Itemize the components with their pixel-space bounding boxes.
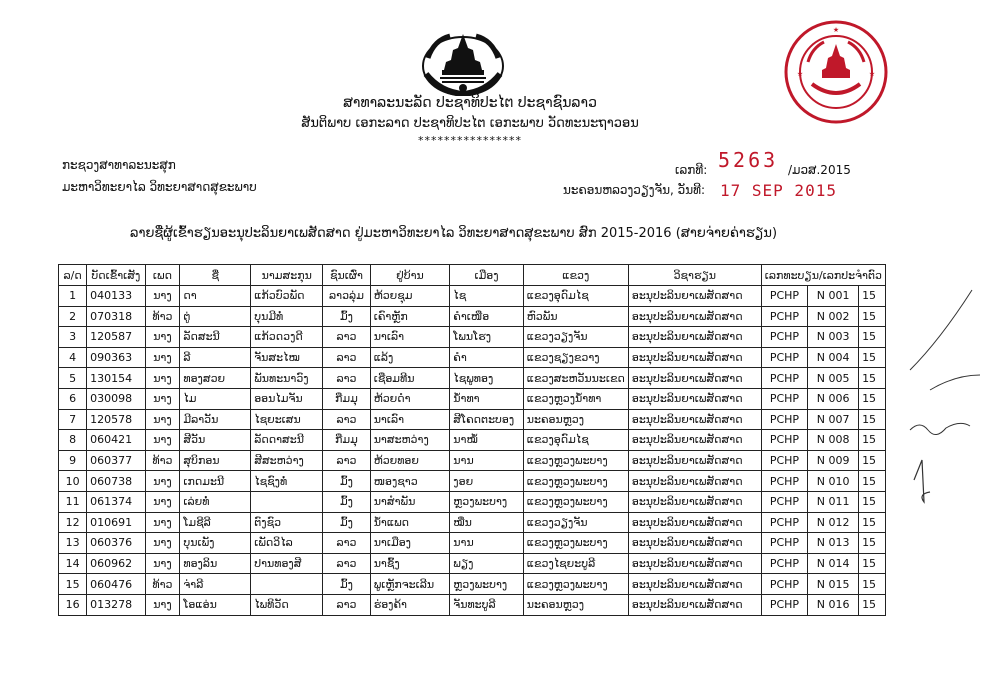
table-cell: ບຸນມີທໍ່ (251, 306, 323, 327)
table-cell: ແຂວງຫຼວງພະບາງ (523, 450, 628, 471)
table-row (59, 409, 886, 430)
table-cell: 060738 (87, 471, 145, 492)
table-cell: N 006 (808, 388, 859, 409)
table-cell: ແຂວງອຸດົມໄຊ (523, 286, 628, 307)
table-row (59, 491, 886, 512)
table-cell: ອະນຸປະລິນຍາເພສັດສາດ (628, 594, 761, 615)
table-cell: ແລ້ງ (370, 347, 450, 368)
table-cell: ອະນຸປະລິນຍາເພສັດສາດ (628, 327, 761, 348)
table-cell: ລາວ (323, 533, 370, 554)
table-cell: 15 (859, 388, 886, 409)
number-label: ເລກທີ: (675, 163, 708, 177)
table-cell (251, 574, 323, 595)
table-cell: ແຂວງຊຽງຂວາງ (523, 347, 628, 368)
col-ethnicity: ຊົນເຜົ່າ (323, 265, 370, 286)
table-cell: ຈ່າລີ (180, 574, 251, 595)
table-cell: 10 (59, 471, 87, 492)
place-date-label: ນະຄອນຫລວງວຽງຈັນ, ວັນທີ: (563, 183, 706, 197)
table-cell: ນານ (450, 450, 523, 471)
table-cell: ພັນທະນາວົງ (251, 368, 323, 389)
table-cell: 11 (59, 491, 87, 512)
table-cell: ທ້າວ (145, 306, 180, 327)
table-cell: N 003 (808, 327, 859, 348)
col-surname: ນາມສະກຸນ (251, 265, 323, 286)
table-cell: ນາງ (145, 430, 180, 451)
table-row (59, 594, 886, 615)
document-date: 17 SEP 2015 (720, 181, 837, 200)
table-cell: ປານທອງສີ (251, 553, 323, 574)
table-row (59, 347, 886, 368)
table-cell: ໄຊຊົງທໍ່ (251, 471, 323, 492)
table-cell: ເຊືອມທີນ (370, 368, 450, 389)
table-cell: ອະນຸປະລິນຍາເພສັດສາດ (628, 388, 761, 409)
table-cell: ດາ (180, 286, 251, 307)
table-cell: ອະນຸປະລິນຍາເພສັດສາດ (628, 533, 761, 554)
table-cell: ທອງລິນ (180, 553, 251, 574)
svg-text:★: ★ (832, 26, 840, 34)
table-cell: ມົ້ງ (323, 491, 370, 512)
table-cell: ມົ້ງ (323, 471, 370, 492)
table-cell: 060476 (87, 574, 145, 595)
table-cell: ຕົງຊົວ (251, 512, 323, 533)
table-cell: ມົ້ງ (323, 306, 370, 327)
table-cell: PCHP (761, 491, 807, 512)
table-cell: ອະນຸປະລິນຍາເພສັດສາດ (628, 347, 761, 368)
table-cell: 15 (859, 409, 886, 430)
table-cell: PCHP (761, 327, 807, 348)
table-cell: 15 (859, 347, 886, 368)
table-row (59, 450, 886, 471)
table-cell: ອະນຸປະລິນຍາເພສັດສາດ (628, 368, 761, 389)
table-cell: 120587 (87, 327, 145, 348)
table-cell: PCHP (761, 368, 807, 389)
col-village: ຢູ່ບ້ານ (370, 265, 450, 286)
table-row (59, 430, 886, 451)
table-cell: ຄຳ (450, 347, 523, 368)
table-cell: N 012 (808, 512, 859, 533)
table-cell: ແຂວງວຽງຈັນ (523, 327, 628, 348)
table-cell: ຫຼວງພະບາງ (450, 574, 523, 595)
student-table (58, 264, 886, 616)
table-cell: ແຂວງສະຫວັນນະເຂດ (523, 368, 628, 389)
table-cell: 130154 (87, 368, 145, 389)
table-cell: ຫຼວງພະບາງ (450, 491, 523, 512)
document-title: ລາຍຊື່ຜູ້ເຂົ້າຮຽນອະນຸປະລິນຍາເພສັດສາດ ຢູ່ມະຫາວິທະຍາໄລ ວິທະຍາສາດສຸຂະພາບ ສົກ 2015-2016 (ສາຍຈ່າຍຄ່າຮຽນ) (130, 226, 778, 241)
table-cell: PCHP (761, 306, 807, 327)
table-cell: ນາງ (145, 286, 180, 307)
table-cell: ແກ້ວດວງດີ (251, 327, 323, 348)
table-cell: ນາເລົາ (370, 327, 450, 348)
table-cell: ທ້າວ (145, 450, 180, 471)
col-no: ລ/ດ (59, 265, 87, 286)
table-cell: ຫ້ວຍທອຍ (370, 450, 450, 471)
table-cell: ອະນຸປະລິນຍາເພສັດສາດ (628, 430, 761, 451)
table-cell: ໄຊ (450, 286, 523, 307)
table-row (59, 512, 886, 533)
col-district: ເມືອງ (450, 265, 523, 286)
table-cell: 13 (59, 533, 87, 554)
table-cell: ນາຊົ້ງ (370, 553, 450, 574)
table-cell: ອະນຸປະລິນຍາເພສັດສາດ (628, 306, 761, 327)
table-cell: ອະນຸປະລິນຍາເພສັດສາດ (628, 450, 761, 471)
table-cell: ໄມ (180, 388, 251, 409)
table-cell: ລາວ (323, 409, 370, 430)
col-province: ແຂວງ (523, 265, 628, 286)
table-cell: ທອງສວຍ (180, 368, 251, 389)
table-cell: N 016 (808, 594, 859, 615)
table-cell: N 015 (808, 574, 859, 595)
table-cell: ໄພທິວັດ (251, 594, 323, 615)
table-row (59, 553, 886, 574)
table-cell: ນາເລົາ (370, 409, 450, 430)
table-cell: N 002 (808, 306, 859, 327)
table-cell: ຕູ່ (180, 306, 251, 327)
table-cell: 010691 (87, 512, 145, 533)
official-seal-stamp (782, 18, 890, 126)
table-row (59, 388, 886, 409)
table-cell: ເຄົາຫຼັກ (370, 306, 450, 327)
table-cell: 060377 (87, 450, 145, 471)
table-cell: ແຂວງຫຼວງພະບາງ (523, 533, 628, 554)
table-cell: ລາວ (323, 450, 370, 471)
table-cell: N 011 (808, 491, 859, 512)
table-cell: ອະນຸປະລິນຍາເພສັດສາດ (628, 512, 761, 533)
table-cell: PCHP (761, 594, 807, 615)
svg-text:★: ★ (868, 70, 876, 78)
table-cell: 15 (859, 553, 886, 574)
table-cell: PCHP (761, 450, 807, 471)
table-row (59, 368, 886, 389)
table-cell: ໄຊຍະເສນ (251, 409, 323, 430)
table-cell: 15 (859, 368, 886, 389)
document-reference: /ມວສ.2015 (788, 163, 851, 177)
table-cell: 030098 (87, 388, 145, 409)
table-cell: ຫ້ວຍດຳ (370, 388, 450, 409)
table-cell: 15 (859, 306, 886, 327)
table-cell: ເພັດວິໄລ (251, 533, 323, 554)
table-cell: ລາວ (323, 594, 370, 615)
table-cell: 060962 (87, 553, 145, 574)
table-cell: PCHP (761, 512, 807, 533)
table-cell: 8 (59, 430, 87, 451)
national-header: ສາທາລະນະລັດ ປະຊາທິປະໄຕ ປະຊາຊົນລາວ (343, 95, 597, 111)
table-cell: ລາວ (323, 368, 370, 389)
table-cell: ຮ່ອງຄ້າ (370, 594, 450, 615)
table-cell: ນ້ຳແພດ (370, 512, 450, 533)
table-cell: 15 (859, 491, 886, 512)
handwritten-marks (900, 280, 982, 520)
table-row (59, 306, 886, 327)
table-cell: ໝື່ນ (450, 512, 523, 533)
table-row (59, 471, 886, 492)
table-cell: 013278 (87, 594, 145, 615)
table-row (59, 533, 886, 554)
table-cell: 061374 (87, 491, 145, 512)
table-cell: 14 (59, 553, 87, 574)
table-cell: ງອຍ (450, 471, 523, 492)
table-cell: ຫ້ວຍຊຸມ (370, 286, 450, 307)
table-cell: 3 (59, 327, 87, 348)
col-subject: ວິຊາຮຽນ (628, 265, 761, 286)
table-cell: ລັດດາສະນີ (251, 430, 323, 451)
table-cell: N 010 (808, 471, 859, 492)
national-motto: ສັນຕິພາບ ເອກະລາດ ປະຊາທິປະໄຕ ເອກະພາບ ວັດທະນະຖາວອນ (301, 116, 639, 131)
table-cell: N 004 (808, 347, 859, 368)
table-cell: 9 (59, 450, 87, 471)
table-cell: N 008 (808, 430, 859, 451)
table-cell: ທ້າວ (145, 574, 180, 595)
table-cell: ມົ້ງ (323, 512, 370, 533)
table-cell: PCHP (761, 471, 807, 492)
table-cell: ສຸບິກອນ (180, 450, 251, 471)
table-cell: 12 (59, 512, 87, 533)
table-cell: ນາງ (145, 347, 180, 368)
table-cell: ນາງ (145, 533, 180, 554)
document-number: 5263 (718, 148, 779, 172)
table-cell: 090363 (87, 347, 145, 368)
table-cell: N 001 (808, 286, 859, 307)
table-cell: 060421 (87, 430, 145, 451)
table-cell: N 009 (808, 450, 859, 471)
table-cell: ສີສະຫວ່າງ (251, 450, 323, 471)
table-cell: PCHP (761, 388, 807, 409)
table-cell: ນາງ (145, 327, 180, 348)
col-registration: ເລກທະບຽນ/ເລກປະຈຳຕົວ (761, 265, 885, 286)
table-cell: ລາວ (323, 327, 370, 348)
table-cell: 6 (59, 388, 87, 409)
table-cell: PCHP (761, 553, 807, 574)
table-cell: ນາງ (145, 512, 180, 533)
table-cell: N 013 (808, 533, 859, 554)
table-cell: ກືມມຸ (323, 430, 370, 451)
table-cell: ຈັນສະໄໝ (251, 347, 323, 368)
table-row (59, 286, 886, 307)
table-cell: 15 (859, 471, 886, 492)
table-cell: ແຂວງໄຊຍະບູລີ (523, 553, 628, 574)
table-cell: 120578 (87, 409, 145, 430)
table-cell: ອະນຸປະລິນຍາເພສັດສາດ (628, 491, 761, 512)
table-cell: ອະນຸປະລິນຍາເພສັດສາດ (628, 471, 761, 492)
table-cell: ນາງ (145, 471, 180, 492)
table-cell: ອະນຸປະລິນຍາເພສັດສາດ (628, 574, 761, 595)
ministry-name: ກະຊວງສາທາລະນະສຸກ (62, 158, 176, 172)
table-cell: ໂພນໂຮງ (450, 327, 523, 348)
table-row (59, 327, 886, 348)
table-cell (251, 491, 323, 512)
table-cell: ລາວລຸ່ມ (323, 286, 370, 307)
table-cell: 070318 (87, 306, 145, 327)
table-cell: 15 (859, 512, 886, 533)
table-cell: ເລ່ຍທໍ່ (180, 491, 251, 512)
stars-divider: **************** (418, 134, 522, 147)
table-cell: ໂມຊີລີ (180, 512, 251, 533)
table-cell: ສີວັນ (180, 430, 251, 451)
table-cell: 060376 (87, 533, 145, 554)
table-cell: ນາເມືອງ (370, 533, 450, 554)
table-cell: PCHP (761, 574, 807, 595)
table-cell: ລີ (180, 347, 251, 368)
table-cell: 15 (859, 286, 886, 307)
table-cell: ນະຄອນຫຼວງ (523, 409, 628, 430)
table-cell: N 014 (808, 553, 859, 574)
table-cell: 1 (59, 286, 87, 307)
table-cell: ບຸນເພັງ (180, 533, 251, 554)
table-cell: ອະນຸປະລິນຍາເພສັດສາດ (628, 286, 761, 307)
table-cell: ແຂວງຫຼວງນ້ຳທາ (523, 388, 628, 409)
table-cell: ຄຳເໜືອ (450, 306, 523, 327)
table-cell: ນາໝໍ້ (450, 430, 523, 451)
table-cell: ລັດສະນີ (180, 327, 251, 348)
table-cell: ອະນຸປະລິນຍາເພສັດສາດ (628, 409, 761, 430)
national-emblem-icon (420, 30, 506, 96)
table-cell: ນາສຳພັນ (370, 491, 450, 512)
table-cell: ພູເຫຼັກຈະເລີນ (370, 574, 450, 595)
table-cell: N 007 (808, 409, 859, 430)
table-header-row (59, 265, 886, 286)
table-cell: ພຽງ (450, 553, 523, 574)
table-cell: ກືມມຸ (323, 388, 370, 409)
table-cell: PCHP (761, 286, 807, 307)
col-gender: ເພດ (145, 265, 180, 286)
table-cell: ນາງ (145, 368, 180, 389)
table-cell: ແຂວງຫຼວງພະບາງ (523, 491, 628, 512)
table-cell: ໄຊພູທອງ (450, 368, 523, 389)
table-cell: 15 (59, 574, 87, 595)
table-cell: N 005 (808, 368, 859, 389)
table-cell: 15 (859, 430, 886, 451)
table-cell: ແກ້ວບົວພັດ (251, 286, 323, 307)
table-cell: ໜອງຊາວ (370, 471, 450, 492)
table-cell: ນາສະຫວ່າງ (370, 430, 450, 451)
table-cell: ມົ້ງ (323, 574, 370, 595)
col-name: ຊື່ (180, 265, 251, 286)
table-cell: ແຂວງວຽງຈັນ (523, 512, 628, 533)
table-cell: PCHP (761, 430, 807, 451)
table-cell: ນ້ຳທາ (450, 388, 523, 409)
table-row (59, 574, 886, 595)
table-cell: ລາວ (323, 553, 370, 574)
table-cell: 2 (59, 306, 87, 327)
table-cell: ອະນຸປະລິນຍາເພສັດສາດ (628, 553, 761, 574)
table-cell: PCHP (761, 347, 807, 368)
table-cell: ມີລາວັນ (180, 409, 251, 430)
table-cell: ໂອແອ່ນ (180, 594, 251, 615)
table-cell: ຈັນທະບູລີ (450, 594, 523, 615)
table-cell: 5 (59, 368, 87, 389)
table-cell: 15 (859, 594, 886, 615)
table-cell: ນາງ (145, 491, 180, 512)
table-cell: ແຂວງຫຼວງພະບາງ (523, 574, 628, 595)
table-cell: ເກດມະນີ (180, 471, 251, 492)
table-cell: ນາງ (145, 594, 180, 615)
table-cell: ສີໂຄດຕະບອງ (450, 409, 523, 430)
table-cell: 16 (59, 594, 87, 615)
table-cell: 4 (59, 347, 87, 368)
table-cell: 15 (859, 327, 886, 348)
table-cell: PCHP (761, 533, 807, 554)
col-exam-id: ບັດເຂົ້າເສັງ (87, 265, 145, 286)
table-cell: ອອນໄມຈັນ (251, 388, 323, 409)
table-cell: ນະຄອນຫຼວງ (523, 594, 628, 615)
svg-text:★: ★ (796, 70, 804, 78)
table-cell: ນາງ (145, 388, 180, 409)
table-cell: 15 (859, 574, 886, 595)
table-cell: 15 (859, 450, 886, 471)
table-cell: 040133 (87, 286, 145, 307)
table-cell: ນານ (450, 533, 523, 554)
table-cell: ແຂວງອຸດົມໄຊ (523, 430, 628, 451)
table-cell: ນາງ (145, 409, 180, 430)
university-name: ມະຫາວິທະຍາໄລ ວິທະຍາສາດສຸຂະພາບ (62, 180, 257, 194)
table-cell: ຫົວພັນ (523, 306, 628, 327)
table-cell: 15 (859, 533, 886, 554)
table-cell: PCHP (761, 409, 807, 430)
table-cell: 7 (59, 409, 87, 430)
table-cell: ນາງ (145, 553, 180, 574)
table-cell: ແຂວງຫຼວງພະບາງ (523, 471, 628, 492)
table-cell: ລາວ (323, 347, 370, 368)
